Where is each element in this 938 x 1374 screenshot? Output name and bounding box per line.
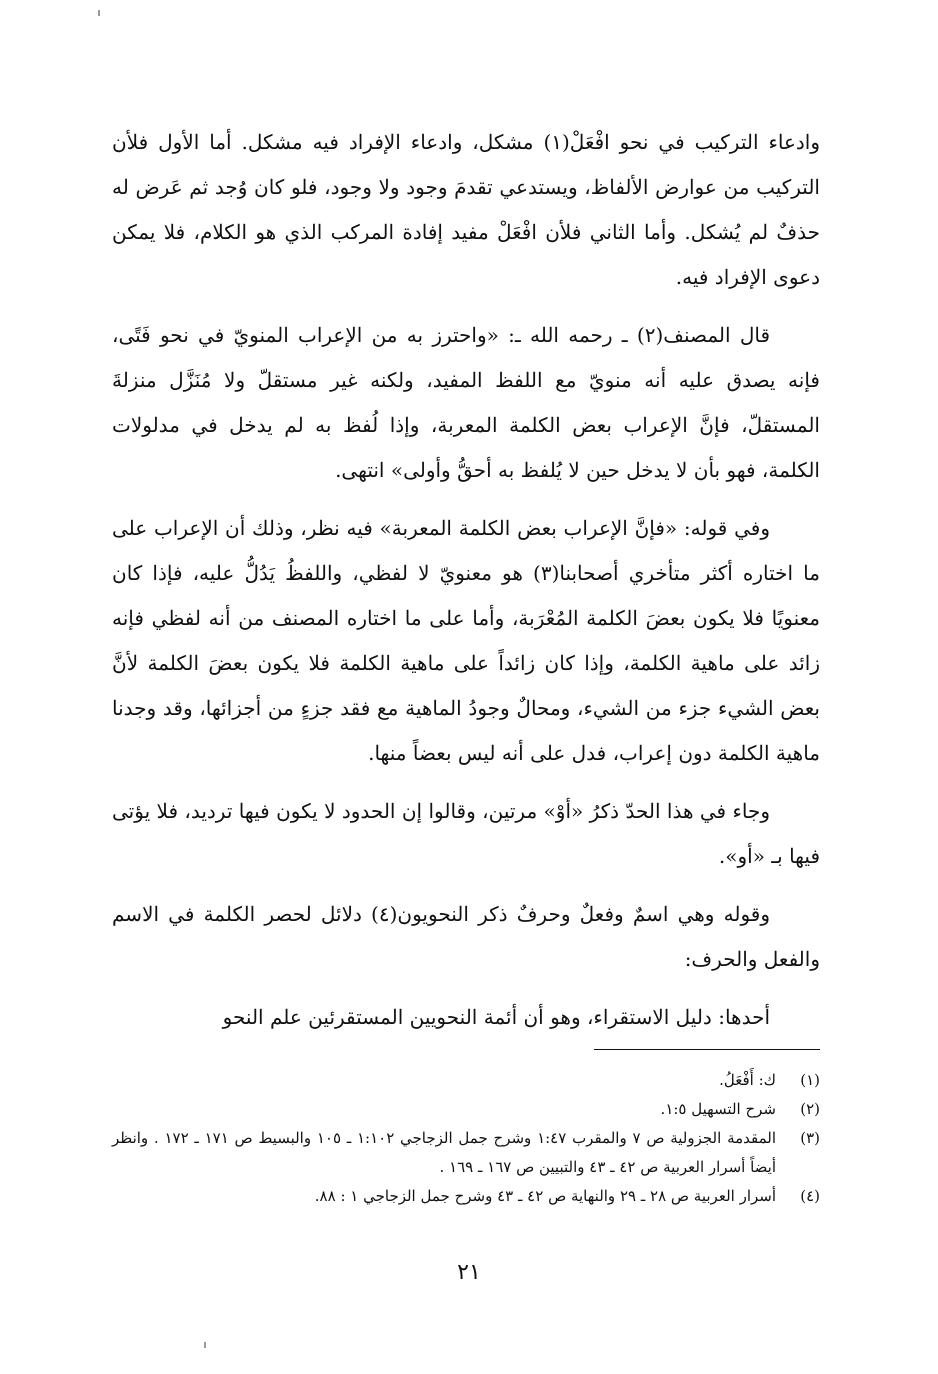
footnote-number: (٤) [800,1187,820,1205]
footnote-number: (٢) [800,1100,820,1118]
footnote-number: (١) [800,1071,820,1089]
scan-speck [204,1342,206,1348]
paragraph-2: قال المصنف(٢) ـ رحمه الله ـ: «واحترز به من الإعراب المنويّ في نحو فَتًى، فإنه يصدق عليه أنه منويّ مع اللفظ المفيد، ولكنه غير مستقلّ ولا مُنَزَّل منزلةَ المستقلّ، فإنَّ الإعراب بعض الكلمة المعربة، وإذا لُفظ به لم يدخل في مدلولات الكلمة، فهو بأن لا يدخل حين لا يُلفظ به أحقُّ وأولى» انتهى. [112,323,820,482]
footnotes [112,1066,820,1211]
paragraph-4: وجاء في هذا الحدّ ذكرُ «أوْ» مرتين، وقالوا إن الحدود لا يكون فيها ترديد، فلا يؤتى فيها بـ «أو». [112,799,820,868]
footnote-4 [112,1182,820,1211]
footnote-text: المقدمة الجزولية ص ٧ والمقرب ١:٤٧ وشرح جمل الزجاجي ١:١٠٢ ـ ١٠٥ والبسيط ص ١٧١ ـ ١٧٢ . وانظر أيضاً أسرار العربية ص ٤٢ ـ ٤٣ والتبيين ص ١٦٧ ـ ١٦٩ . [112,1129,777,1176]
footnote-text: ك: أَفْعَلُ. [719,1071,776,1089]
footnote-1 [112,1066,820,1095]
footnote-divider [594,1049,820,1050]
footnote-text: شرح التسهيل ١:٥. [660,1100,776,1118]
paragraph-6: أحدها: دليل الاستقراء، وهو أن أئمة النحويين المستقرئين علم النحو [222,1005,770,1029]
paragraph-5: وقوله وهي اسمٌ وفعلٌ وحرفٌ ذكر النحويون(٤) دلائل لحصر الكلمة في الاسم والفعل والحرف: [112,902,820,971]
scan-speck [98,10,100,16]
footnote-number: (٣) [800,1129,820,1147]
paragraph-3: وفي قوله: «فإنَّ الإعراب بعض الكلمة المعربة» فيه نظر، وذلك أن الإعراب على ما اختاره أكثر متأخري أصحابنا(٣) هو معنويّ لا لفظي، واللفظُ يَدُلُّ عليه، فإذا كان معنويًا فلا يكون بعضَ الكلمة المُعْرَبة، وأما على ما اختاره المصنف من أنه لفظي فإنه زائد على ماهية الكلمة، وإذا كان زائداً على ماهية الكلمة فلا يكون بعضَ الكلمة لأنَّ بعض الشيء جزء من الشيء، ومحالٌ وجودُ الماهية مع فقد جزءٍ من أجزائها، وقد وجدنا ماهية الكلمة دون إعراب، فدل على أنه ليس بعضاً منها. [112,516,820,765]
footnote-text: أسرار العربية ص ٢٨ ـ ٢٩ والنهاية ص ٤٢ ـ ٤٣ وشرح جمل الزجاجي ١ : ٨٨. [314,1187,776,1205]
page-number: ٢١ [457,1260,481,1285]
main-text [112,120,820,1053]
footnote-2 [112,1095,820,1124]
paragraph-1: وادعاء التركيب في نحو افْعَلْ(١) مشكل، وادعاء الإفراد فيه مشكل. أما الأول فلأن التركيب من عوارض الألفاظ، ويستدعي تقدمَ وجود ولا وجود، فلو كان وُجد ثم عَرض له حذفٌ لم يُشكل. وأما الثاني فلأن افْعَلْ مفيد إفادة المركب الذي هو الكلام، فلا يمكن دعوى الإفراد فيه. [112,130,820,289]
footnote-3 [112,1124,820,1182]
